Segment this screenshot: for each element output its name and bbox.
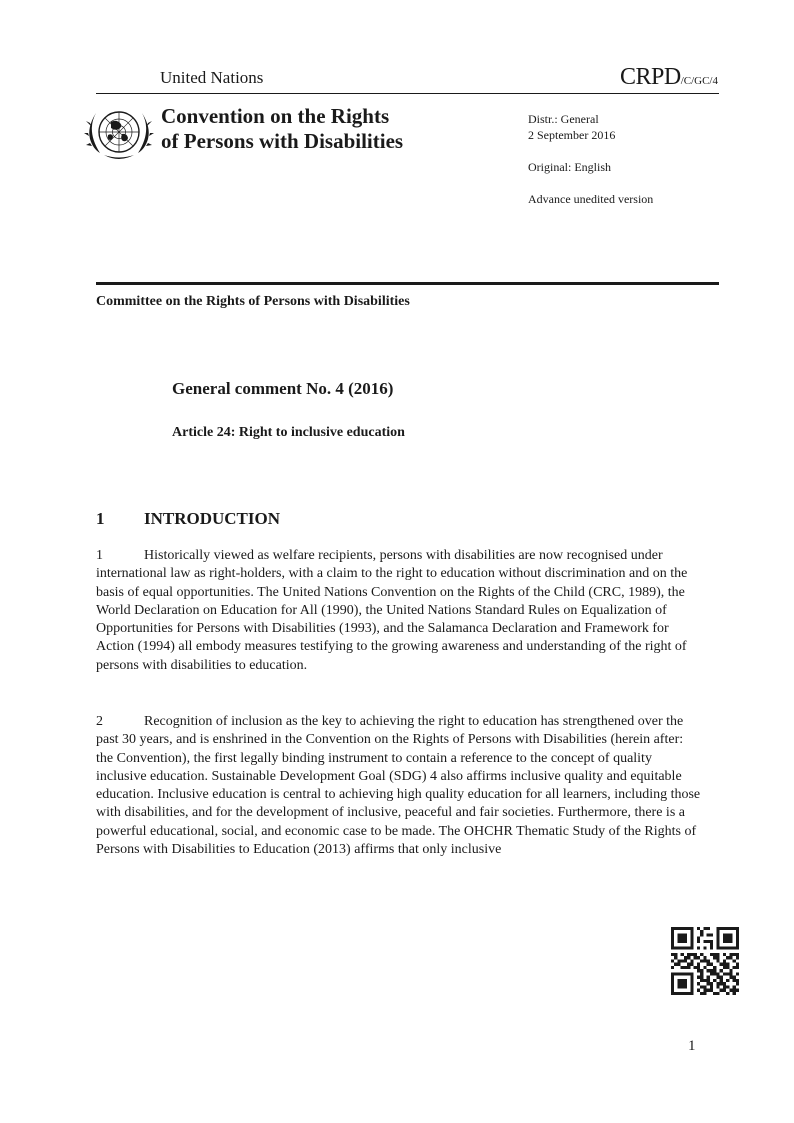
convention-title	[161, 104, 403, 154]
paragraph-text: Historically viewed as welfare recipients, persons with disabilities are now recognised under international law as right-holders, with a claim to the right to education without discrimination and on the basis of equal opportunities. The United Nations Convention on the Rights of the Child (CRC, 1989), the World Declaration on Education for All (1990), the United Nations Standard Rules on Equalization of Opportunities for Persons with Disabilities (1993), and the Salamanca Declaration and Framework for Action (1994) all embody measures testifying to the growing awareness and understanding of the right of persons with disabilities to education.	[96, 548, 688, 673]
committee-name: Committee on the Rights of Persons with Disabilities	[96, 294, 410, 309]
section-heading	[96, 509, 280, 529]
distribution-info	[528, 111, 653, 207]
convention-title-line-2: of Persons with Disabilities	[161, 129, 404, 153]
paragraph	[96, 713, 702, 859]
qr-code-icon	[671, 927, 739, 995]
document-date: 2 September 2016	[528, 128, 616, 142]
organization-name: United Nations	[160, 68, 264, 87]
title-rule	[96, 282, 719, 285]
version-note: Advance unedited version	[528, 192, 654, 206]
section-number: 1	[96, 509, 105, 528]
paragraph-text: Recognition of inclusion as the key to achieving the right to education has strengthened over the past 30 years, and is enshrined in the Convention on the Rights of Persons with Disabilities (herein after: the Convention), the first legally binding instrument to contain a reference to the concept of quality inclusive education. Sustainable Development Goal (SDG) 4 also affirms inclusive quality and equitable education. Inclusive education is central to achieving high quality education for all learners, including those with disabilities, and for the development of inclusive, peaceful and fair societies. Furthermore, there is a powerful educational, social, and economic case to be made. The OHCHR Thematic Study of the Rights of Persons with Disabilities to Education (2013) affirms that only inclusive	[96, 714, 701, 858]
comment-subtitle: Article 24: Right to inclusive education	[172, 425, 405, 440]
paragraph-number: 2	[96, 714, 103, 729]
document-symbol-suffix: /C/GC/4	[680, 75, 718, 87]
paragraph-number: 1	[96, 548, 103, 563]
comment-title: General comment No. 4 (2016)	[172, 379, 394, 398]
paragraph	[96, 547, 702, 675]
page-number: 1	[688, 1038, 696, 1054]
document-symbol	[620, 64, 718, 91]
distribution-type: Distr.: General	[528, 112, 599, 126]
section-title: INTRODUCTION	[144, 509, 281, 528]
document-symbol-main: CRPD	[620, 64, 681, 90]
original-language: Original: English	[528, 160, 611, 174]
un-emblem-icon	[80, 101, 158, 167]
convention-title-line-1: Convention on the Rights	[161, 104, 390, 128]
header-rule	[96, 93, 719, 94]
